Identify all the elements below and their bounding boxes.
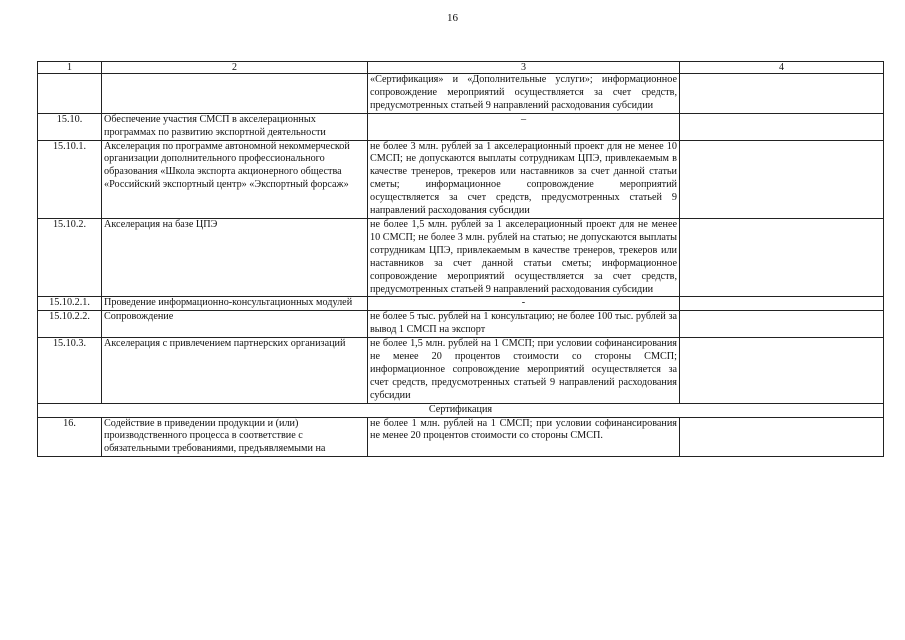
section-row	[38, 403, 884, 417]
item-number-cell: 15.10.2.1.	[38, 297, 102, 311]
notes-cell	[680, 297, 884, 311]
document-table	[37, 61, 884, 457]
item-name-cell: Акселерация по программе автономной некоммерческой организации дополнительного профессионального образования «Школа экспорта акционерного общества «Российский экспортный центр» «Экспортный форсаж»	[102, 140, 368, 218]
item-name-cell: Содействие в приведении продукции и (или) производственного процесса в соответствие с обязательными требованиями, предъявляемыми на	[102, 417, 368, 457]
item-name-cell: Акселерация на базе ЦПЭ	[102, 218, 368, 296]
notes-cell	[680, 140, 884, 218]
item-number-cell: 15.10.	[38, 113, 102, 140]
table-row	[38, 140, 884, 218]
column-header-3: 3	[368, 62, 680, 74]
limits-cell: –	[368, 113, 680, 140]
notes-cell	[680, 311, 884, 338]
item-name-cell	[102, 74, 368, 114]
page-number: 16	[447, 12, 458, 24]
item-name-cell: Сопровождение	[102, 311, 368, 338]
column-header-1: 1	[38, 62, 102, 74]
table-row	[38, 338, 884, 404]
item-number-cell: 16.	[38, 417, 102, 457]
table-header-row	[38, 62, 884, 74]
limits-cell: не более 3 млн. рублей за 1 акселерационный проект для не менее 10 СМСП; не допускаются выплаты сотрудникам ЦПЭ, привлекаемым в качестве тренеров, трекеров или наставников за счет данной статьи сметы; информационное сопровождение мероприятий осуществляется за счет средств, предусмотренных статьей 9 направлений расходования субсидии	[368, 140, 680, 218]
item-number-cell: 15.10.2.2.	[38, 311, 102, 338]
column-header-4: 4	[680, 62, 884, 74]
column-header-2: 2	[102, 62, 368, 74]
limits-cell: не более 1 млн. рублей на 1 СМСП; при условии софинансирования не менее 20 процентов стоимости со стороны СМСП.	[368, 417, 680, 457]
notes-cell	[680, 417, 884, 457]
item-number-cell	[38, 74, 102, 114]
table-row	[38, 311, 884, 338]
notes-cell	[680, 218, 884, 296]
item-number-cell: 15.10.2.	[38, 218, 102, 296]
item-name-cell: Проведение информационно-консультационных модулей	[102, 297, 368, 311]
item-number-cell: 15.10.3.	[38, 338, 102, 404]
item-number-cell: 15.10.1.	[38, 140, 102, 218]
notes-cell	[680, 338, 884, 404]
table-row	[38, 218, 884, 296]
limits-cell: «Сертификация» и «Дополнительные услуги»; информационное сопровождение мероприятий осуществляется за счет средств, предусмотренных статьей 9 направлений расходования субсидии	[368, 74, 680, 114]
notes-cell	[680, 74, 884, 114]
section-title: Сертификация	[38, 403, 884, 417]
item-name-cell: Обеспечение участия СМСП в акселерационных программах по развитию экспортной деятельности	[102, 113, 368, 140]
notes-cell	[680, 113, 884, 140]
table-row	[38, 297, 884, 311]
item-name-cell: Акселерация с привлечением партнерских организаций	[102, 338, 368, 404]
limits-cell: не более 1,5 млн. рублей за 1 акселерационный проект для не менее 10 СМСП; не более 3 млн. рублей на статью; не допускаются выплаты сотрудникам ЦПЭ, привлекаемым в качестве тренеров, трекеров или наставников за счет данной статьи сметы; информационное сопровождение мероприятий осуществляется за счет средств, предусмотренных статьей 9 направлений расходования субсидии	[368, 218, 680, 296]
limits-cell: -	[368, 297, 680, 311]
table-row	[38, 113, 884, 140]
table-row	[38, 74, 884, 114]
limits-cell: не более 1,5 млн. рублей на 1 СМСП; при условии софинансирования не менее 20 процентов стоимости со стороны СМСП; информационное сопровождение мероприятий осуществляется за счет средств, предусмотренных статьей 9 направлений расходования субсидии	[368, 338, 680, 404]
limits-cell: не более 5 тыс. рублей на 1 консультацию; не более 100 тыс. рублей за вывод 1 СМСП на экспорт	[368, 311, 680, 338]
table-row	[38, 417, 884, 457]
